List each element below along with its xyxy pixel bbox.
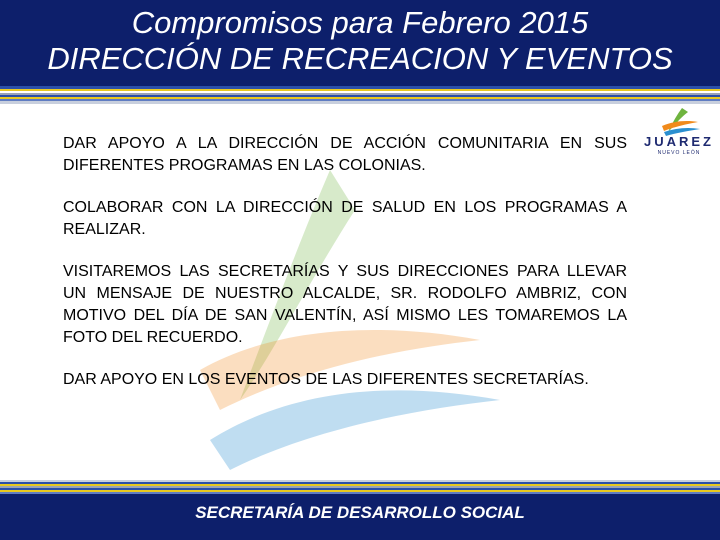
logo-subtitle: NUEVO LEÓN <box>657 150 701 156</box>
footer-department-name: SECRETARÍA DE DESARROLLO SOCIAL <box>195 503 525 522</box>
commitment-item-2: COLABORAR CON LA DIRECCIÓN DE SALUD EN LOS PROGRAMAS A REALIZAR. <box>63 199 627 238</box>
bottom-decorative-stripes <box>0 480 720 494</box>
footer-banner <box>0 494 720 540</box>
commitment-item-4: DAR APOYO EN LOS EVENTOS DE LAS DIFERENTES SECRETARÍAS. <box>63 371 589 388</box>
logo-wordmark: JUAREZ <box>643 134 714 149</box>
juarez-logo <box>640 106 718 164</box>
title-banner <box>0 0 720 86</box>
slide-title-line1: Compromisos para Febrero 2015 <box>131 5 589 40</box>
commitment-item-1: DAR APOYO A LA DIRECCIÓN DE ACCIÓN COMUNITARIA EN SUS DIFERENTES PROGRAMAS EN LAS COLONIAS. <box>63 135 627 174</box>
top-decorative-stripes <box>0 86 720 104</box>
slide-title-line2: DIRECCIÓN DE RECREACION Y EVENTOS <box>47 41 673 76</box>
logo-swoosh-icon <box>640 106 718 136</box>
commitment-item-3: VISITAREMOS LAS SECRETARÍAS Y SUS DIRECCIONES PARA LLEVAR UN MENSAJE DE NUESTRO ALCALDE, SR. RODOLFO AMBRIZ, CON MOTIVO DEL DÍA DE SAN VALENTÍN, ASÍ MISMO LES TOMAREMOS LA FOTO DEL RECUERDO. <box>63 263 627 346</box>
